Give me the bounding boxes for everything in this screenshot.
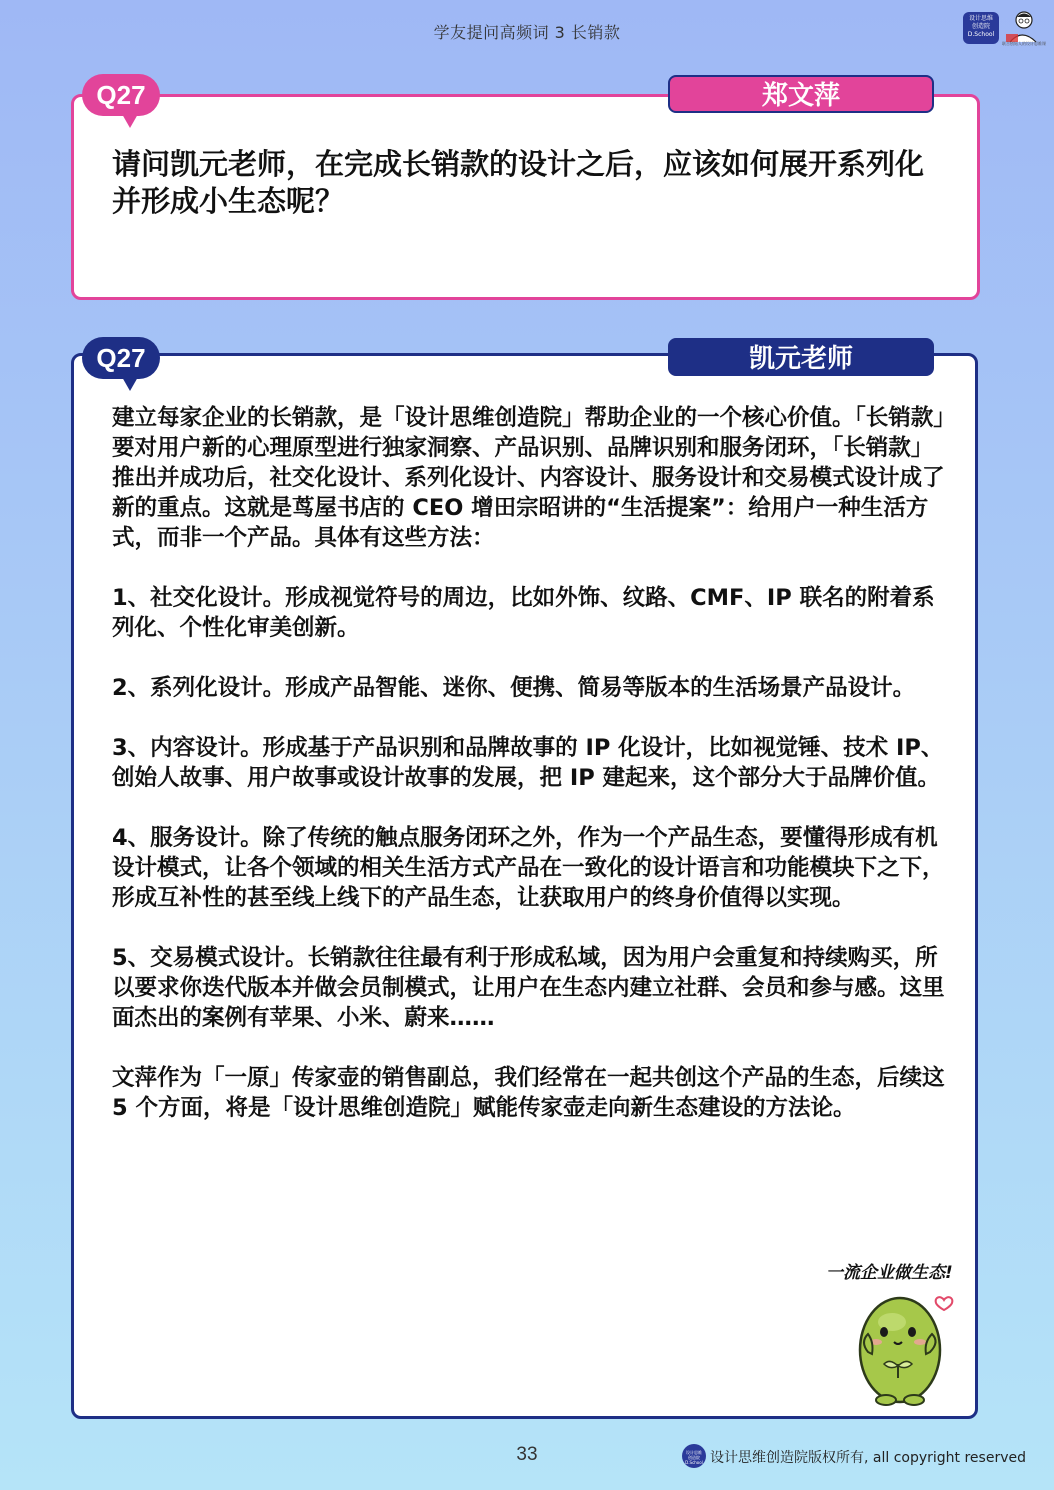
header-title: 学友提问高频词 3 长销款 <box>433 23 621 42</box>
footer-badge-line: 设计思维 <box>686 1450 702 1455</box>
page-number: 33 <box>516 1444 538 1465</box>
logo-badge <box>963 12 999 44</box>
answer-paragraph: 文萍作为「一原」传家壶的销售副总，我们经常在一起共创这个产品的生态，后续这 5 个方面，将是「设计思维创造院」赋能传家壶走向新生态建设的方法论。 <box>112 1065 945 1121</box>
asker-name-tag: 郑文萍 <box>668 75 934 113</box>
answer-number-badge: Q27 <box>82 337 160 379</box>
footer-badge-line: D.School <box>685 1460 703 1465</box>
footer-logo-badge <box>682 1444 706 1468</box>
logo-caption: 联合创始人的设计思维课 <box>1002 41 1046 46</box>
answer-paragraph: 1、社交化设计。形成视觉符号的周边，比如外饰、纹路、CMF、IP 联名的附着系列化、个性化审美创新。 <box>112 585 935 641</box>
copyright-notice: 设计思维创造院版权所有, all copyright reserved <box>710 1450 1026 1466</box>
answer-body <box>112 403 946 1153</box>
answer-paragraph: 5、交易模式设计。长销款往往最有利于形成私域，因为用户会重复和持续购买，所以要求你迭代版本并做会员制模式，让用户在生态内建立社群、会员和参与感。这里面杰出的案例有苹果、小米、蔚来…… <box>112 945 945 1031</box>
question-text: 请问凯元老师，在完成长销款的设计之后，应该如何展开系列化并形成小生态呢？ <box>112 147 925 218</box>
bean-mascot-icon <box>850 1282 960 1410</box>
tagline: 一流企业做生态! <box>826 1263 953 1283</box>
answer-paragraph: 3、内容设计。形成基于产品识别和品牌故事的 IP 化设计，比如视觉锤、技术 IP、创始人故事、用户故事或设计故事的发展，把 IP 建起来，这个部分大于品牌价值。 <box>112 735 944 791</box>
responder-name-tag: 凯元老师 <box>668 338 934 376</box>
answer-paragraph: 2、系列化设计。形成产品智能、迷你、便携、简易等版本的生活场景产品设计。 <box>112 675 916 701</box>
logo-badge-line: D.School <box>967 31 995 38</box>
answer-paragraph: 建立每家企业的长销款，是「设计思维创造院」帮助企业的一个核心价值。「长销款」要对用户新的心理原型进行独家洞察、产品识别、品牌识别和服务闭环，「长销款」推出并成功后，社交化设计、系列化设计、内容设计、服务设计和交易模式设计成了新的重点。这就是茑屋书店的 CEO 增田宗昭讲的“生活提案”：给用户一种生活方式，而非一个产品。具体有这些方法： <box>112 405 945 551</box>
logo-badge-line: 创造院 <box>971 23 990 30</box>
logo-badge-line: 设计思维 <box>968 15 993 22</box>
answer-paragraph: 4、服务设计。除了传统的触点服务闭环之外，作为一个产品生态，要懂得形成有机设计模式，让各个领域的相关生活方式产品在一致化的设计语言和功能模块下之下，形成互补性的甚至线上线下的产品生态，让获取用户的终身价值得以实现。 <box>112 825 945 911</box>
footer-badge-line: 创造院 <box>688 1455 700 1460</box>
question-number-badge: Q27 <box>82 74 160 116</box>
